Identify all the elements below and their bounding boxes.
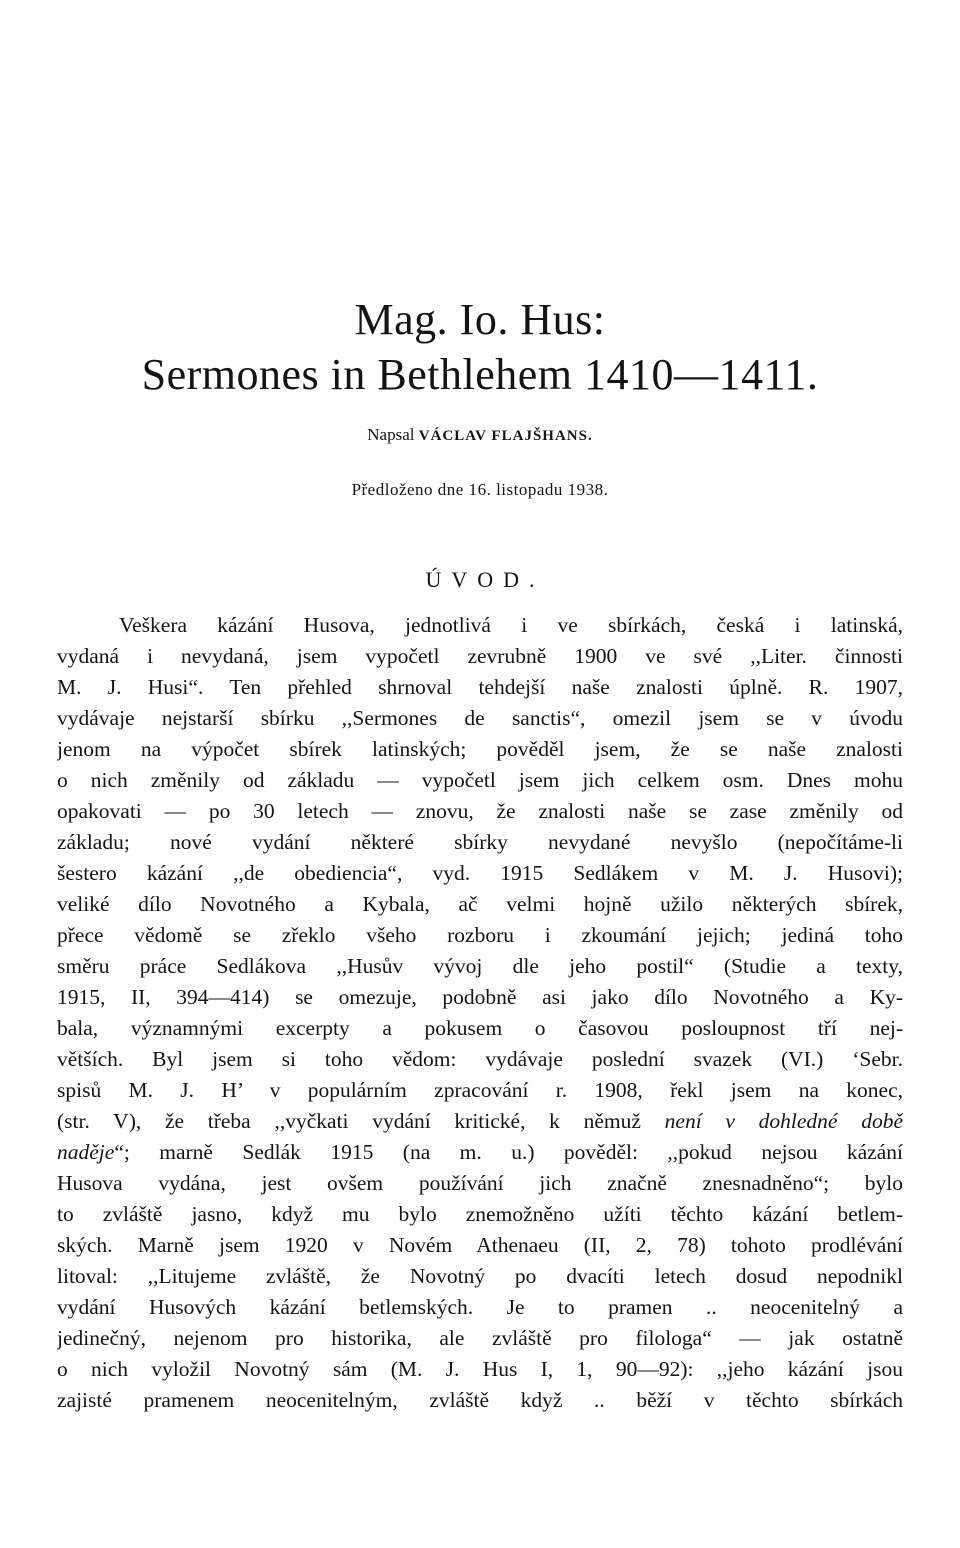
text-segment: spisů M. J. H’ v populárním zpracování r. 1908, řekl jsem na konec, bbox=[57, 1078, 903, 1102]
text-line bbox=[57, 610, 903, 641]
text-segment: to zvláště jasno, když mu bylo znemožněno užíti těchto kázání betlem- bbox=[57, 1202, 903, 1226]
presented-date: Předloženo dne 16. listopadu 1938. bbox=[351, 480, 609, 499]
text-line bbox=[57, 1292, 903, 1323]
text-line bbox=[57, 827, 903, 858]
text-line bbox=[57, 1044, 903, 1075]
text-line bbox=[57, 703, 903, 734]
text-line bbox=[57, 889, 903, 920]
text-segment: šestero kázání ,,de obediencia“, vyd. 1915 Sedlákem v M. J. Husovi); bbox=[57, 861, 903, 885]
text-line bbox=[57, 1199, 903, 1230]
text-segment: Veškera kázání Husova, jednotlivá i ve sbírkách, česká i latinská, bbox=[119, 613, 903, 637]
text-segment: přece vědomě se zřeklo všeho rozboru i zkoumání jejich; jediná toho bbox=[57, 923, 903, 947]
text-line bbox=[57, 1013, 903, 1044]
text-segment: veliké dílo Novotného a Kybala, ač velmi hojně užilo některých sbírek, bbox=[57, 892, 903, 916]
italic-text: není v dohledné době bbox=[664, 1109, 903, 1133]
text-segment: vydání Husových kázání betlemských. Je to pramen .. neocenitelný a bbox=[57, 1295, 903, 1319]
text-segment: ských. Marně jsem 1920 v Novém Athenaeu (II, 2, 78) tohoto prodlévání bbox=[57, 1233, 903, 1257]
text-segment: opakovati — po 30 letech — znovu, že znalosti naše se zase změnily od bbox=[57, 799, 903, 823]
body-paragraph bbox=[57, 610, 903, 1416]
byline-prefix: Napsal bbox=[367, 425, 415, 444]
text-segment: základu; nové vydání některé sbírky nevydané nevyšlo (nepočítáme-li bbox=[57, 830, 903, 854]
text-segment: jedinečný, nejenom pro historika, ale zvláště pro filologa“ — jak ostatně bbox=[57, 1326, 903, 1350]
italic-text: naděje bbox=[57, 1140, 115, 1164]
text-segment: zajisté pramenem neocenitelným, zvláště když .. běží v těchto sbírkách bbox=[57, 1388, 903, 1412]
text-line bbox=[57, 1075, 903, 1106]
text-segment: vydaná i nevydaná, jsem vypočetl zevrubně 1900 ve své ,,Liter. činnosti bbox=[57, 644, 903, 668]
text-segment: jenom na výpočet sbírek latinských; pověděl jsem, že se naše znalosti bbox=[57, 737, 903, 761]
text-line bbox=[57, 1230, 903, 1261]
title-line-1: Mag. Io. Hus: bbox=[354, 295, 606, 344]
text-segment: M. J. Husi“. Ten přehled shrnoval tehdejší naše znalosti úplně. R. 1907, bbox=[57, 675, 903, 699]
text-line bbox=[57, 1261, 903, 1292]
text-line bbox=[57, 672, 903, 703]
author-name: VÁCLAV FLAJŠHANS. bbox=[418, 428, 593, 444]
text-line bbox=[57, 951, 903, 982]
text-segment: větších. Byl jsem si toho vědom: vydávaje poslední svazek (VI.) ‘Sebr. bbox=[57, 1047, 903, 1071]
text-line bbox=[57, 1168, 903, 1199]
text-line bbox=[57, 734, 903, 765]
text-segment: vydávaje nejstarší sbírku ,,Sermones de sanctis“, omezil jsem se v úvodu bbox=[57, 706, 903, 730]
text-segment: 1915, II, 394—414) se omezuje, podobně asi jako dílo Novotného a Ky- bbox=[57, 985, 903, 1009]
section-heading: ÚVOD. bbox=[425, 567, 545, 592]
text-line bbox=[57, 1137, 903, 1168]
text-line bbox=[57, 796, 903, 827]
text-line bbox=[57, 982, 903, 1013]
text-segment: o nich vyložil Novotný sám (M. J. Hus I, 1, 90—92): ,,jeho kázání jsou bbox=[57, 1357, 903, 1381]
text-segment: bala, významnými excerpty a pokusem o časovou posloupnost tří nej- bbox=[57, 1016, 903, 1040]
text-line bbox=[57, 1385, 903, 1416]
text-segment: směru práce Sedlákova ,,Husův vývoj dle jeho postil“ (Studie a texty, bbox=[57, 954, 903, 978]
text-segment: litoval: ,,Litujeme zvláště, že Novotný po dvacíti letech dosud nepodnikl bbox=[57, 1264, 903, 1288]
text-segment: Husova vydána, jest ovšem používání jich značně znesnadněno“; bylo bbox=[57, 1171, 903, 1195]
text-line bbox=[57, 1106, 903, 1137]
text-line bbox=[57, 765, 903, 796]
text-line bbox=[57, 641, 903, 672]
text-segment: (str. V), že třeba ,,vyčkati vydání kritické, k němuž bbox=[57, 1109, 665, 1133]
text-line bbox=[57, 858, 903, 889]
text-segment: o nich změnily od základu — vypočetl jsem jich celkem osm. Dnes mohu bbox=[57, 768, 903, 792]
text-line bbox=[57, 920, 903, 951]
byline bbox=[0, 424, 960, 447]
text-segment: “; marně Sedlák 1915 (na m. u.) pověděl: ,,pokud nejsou kázání bbox=[114, 1140, 903, 1164]
text-line bbox=[57, 1323, 903, 1354]
text-line bbox=[57, 1354, 903, 1385]
title-line-2: Sermones in Bethlehem 1410—1411. bbox=[141, 350, 819, 399]
